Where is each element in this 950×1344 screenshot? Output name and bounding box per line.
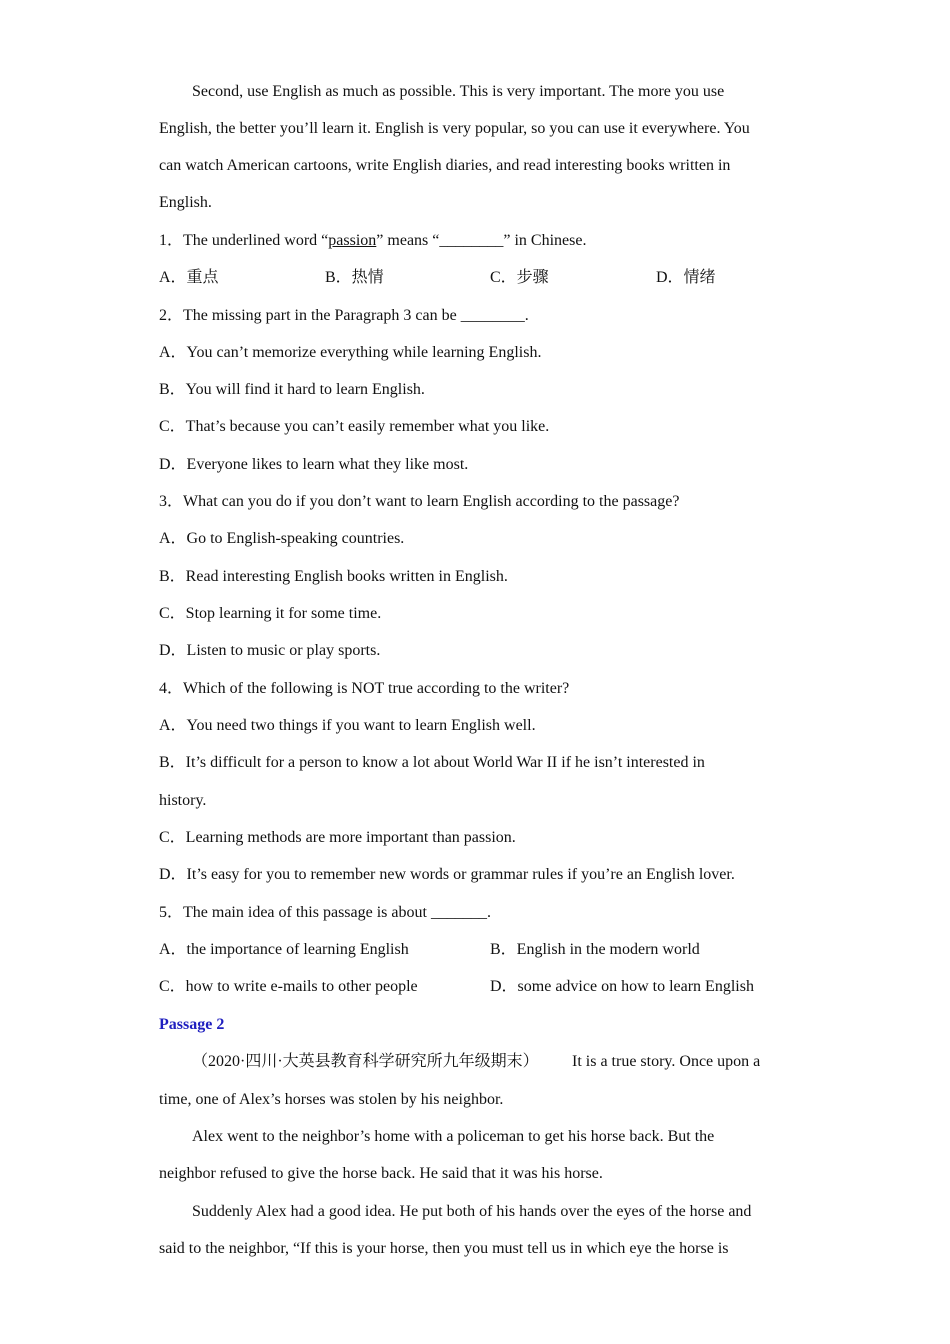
question-2-option-b: B．You will find it hard to learn English. (159, 381, 425, 398)
question-4-option-a: A．You need two things if you want to learn English well. (159, 717, 536, 734)
question-5-option-a: A．the importance of learning English (159, 941, 409, 958)
paragraph-line: Alex went to the neighbor’s home with a policeman to get his horse back. But the (192, 1128, 715, 1145)
question-2-stem: 2．The missing part in the Paragraph 3 can be ________. (159, 307, 529, 324)
question-3-option-b: B．Read interesting English books written in English. (159, 568, 508, 585)
paragraph-line: neighbor refused to give the horse back. He said that it was his horse. (159, 1165, 603, 1182)
paragraph-line: time, one of Alex’s horses was stolen by his neighbor. (159, 1091, 504, 1108)
passage-2-source: （2020·四川·大英县教育科学研究所九年级期末） (192, 1053, 539, 1070)
question-5-option-d: D．some advice on how to learn English (490, 978, 754, 995)
underlined-word: passion (328, 232, 377, 249)
question-4-option-d: D．It’s easy for you to remember new words or grammar rules if you’re an English lover. (159, 866, 735, 883)
question-3-stem: 3．What can you do if you don’t want to learn English according to the passage? (159, 493, 680, 510)
question-1-option-b: B．热情 (325, 269, 384, 286)
paragraph-line: English. (159, 194, 212, 211)
paragraph-line: Suddenly Alex had a good idea. He put both of his hands over the eyes of the horse and (192, 1203, 752, 1220)
paragraph-line: English, the better you’ll learn it. English is very popular, so you can use it everywhere. You (159, 120, 750, 137)
question-2-option-c: C．That’s because you can’t easily remember what you like. (159, 418, 550, 435)
question-3-option-a: A．Go to English-speaking countries. (159, 530, 405, 547)
passage-2-heading: Passage 2 (159, 1016, 225, 1033)
question-3-option-c: C．Stop learning it for some time. (159, 605, 382, 622)
paragraph-line: said to the neighbor, “If this is your horse, then you must tell us in which eye the horse is (159, 1240, 729, 1257)
question-3-option-d: D．Listen to music or play sports. (159, 642, 381, 659)
question-2-option-a: A．You can’t memorize everything while learning English. (159, 344, 542, 361)
question-4-stem: 4．Which of the following is NOT true according to the writer? (159, 680, 570, 697)
paragraph-line: can watch American cartoons, write English diaries, and read interesting books written in (159, 157, 731, 174)
question-5-option-c: C．how to write e-mails to other people (159, 978, 418, 995)
question-4-option-c: C．Learning methods are more important than passion. (159, 829, 516, 846)
question-1-stem: 1．The underlined word “passion” means “________” in Chinese. (159, 232, 587, 249)
question-5-stem: 5．The main idea of this passage is about _______. (159, 904, 491, 921)
paragraph-line: Second, use English as much as possible. This is very important. The more you use (192, 83, 725, 100)
question-5-option-b: B．English in the modern world (490, 941, 700, 958)
paragraph-line: It is a true story. Once upon a (572, 1053, 761, 1070)
question-2-option-d: D．Everyone likes to learn what they like most. (159, 456, 469, 473)
question-1-option-c: C．步骤 (490, 269, 549, 286)
question-4-option-b: B．It’s difficult for a person to know a lot about World War II if he isn’t interested in (159, 754, 705, 771)
question-1-option-d: D．情绪 (656, 269, 716, 286)
question-4-option-b-cont: history. (159, 792, 207, 809)
question-1-option-a: A．重点 (159, 269, 219, 286)
